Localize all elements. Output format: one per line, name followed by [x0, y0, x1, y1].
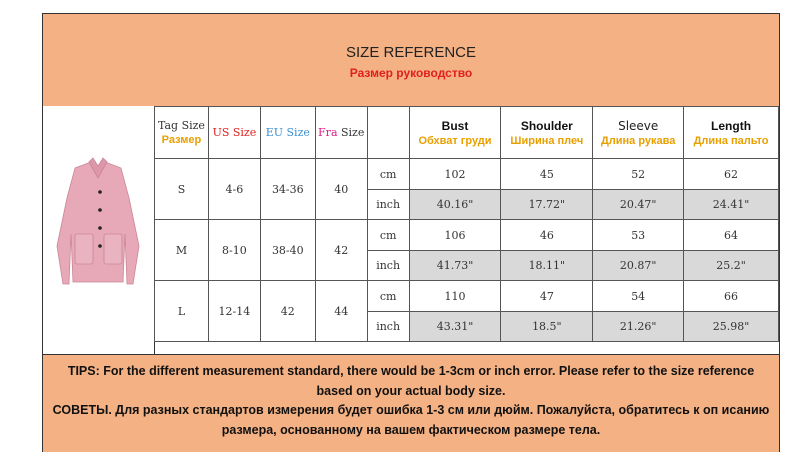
tag-size-label: Tag Size: [158, 118, 205, 132]
bust-cell: 106: [409, 220, 501, 251]
col-us-size: [208, 107, 260, 159]
sleeve-cell: 21.26": [593, 312, 684, 342]
unit-cell: inch: [367, 312, 409, 342]
us-size-cell: 12-14: [208, 281, 260, 342]
chart-header: [43, 14, 779, 107]
tag-size-cell: M: [155, 220, 209, 281]
col-sleeve: [593, 107, 684, 159]
bust-label: Bust: [441, 118, 469, 133]
shoulder-cell: 45: [501, 159, 593, 190]
length-cell: 25.2": [684, 251, 779, 281]
bust-ru-label: Обхват груди: [418, 134, 492, 147]
shoulder-label: Shoulder: [520, 118, 573, 133]
size-table: [154, 106, 779, 342]
fra-size-cell: 44: [315, 281, 367, 342]
sleeve-cell: 52: [593, 159, 684, 190]
tips-russian: СОВЕТЫ. Для разных стандартов измерения будет ошибка 1-3 см или дюйм. Пожалуйста, обратитесь к оп исанию размера, основанному на вашем фактическом размере тела.: [52, 403, 770, 437]
sleeve-label: Sleeve: [618, 118, 659, 133]
shoulder-cell: 47: [501, 281, 593, 312]
bust-cell: 41.73": [409, 251, 501, 281]
sleeve-cell: 20.47": [593, 190, 684, 220]
length-cell: 24.41": [684, 190, 779, 220]
length-label: Length: [711, 118, 752, 133]
shoulder-cell: 17.72": [501, 190, 593, 220]
tips-english: TIPS: For the different measurement standard, there would be 1-3cm or inch error. Please refer to the size reference based on your actual body size.: [67, 364, 755, 398]
sleeve-ru-label: Длина рукава: [600, 134, 676, 147]
length-ru-label: Длина пальто: [693, 134, 769, 147]
col-length: [684, 107, 779, 159]
pink-fleece-coat-icon: [43, 106, 154, 354]
eu-size-label: EU Size: [265, 125, 310, 139]
shoulder-cell: 18.11": [501, 251, 593, 281]
eu-size-cell: 34-36: [260, 159, 315, 220]
eu-size-cell: 42: [260, 281, 315, 342]
tag-size-cell: L: [155, 281, 209, 342]
us-size-label: US Size: [212, 125, 257, 139]
col-eu-size: [260, 107, 315, 159]
table-row: [155, 220, 779, 251]
unit-cell: cm: [367, 220, 409, 251]
unit-cell: inch: [367, 190, 409, 220]
col-shoulder: [501, 107, 593, 159]
length-cell: 64: [684, 220, 779, 251]
col-fra-size: [315, 107, 367, 159]
us-size-cell: 4-6: [208, 159, 260, 220]
fra-size-label: [318, 126, 364, 139]
fra-size-cell: 42: [315, 220, 367, 281]
col-unit: [367, 107, 409, 159]
product-image: [43, 106, 155, 354]
fra-suffix: Size: [337, 125, 365, 139]
unit-cell: cm: [367, 281, 409, 312]
shoulder-cell: 46: [501, 220, 593, 251]
table-row: [155, 159, 779, 190]
table-row: [155, 281, 779, 312]
tips-panel: [43, 354, 779, 452]
chart-title: SIZE REFERENCE: [345, 44, 477, 61]
col-bust: [409, 107, 501, 159]
eu-size-cell: 38-40: [260, 220, 315, 281]
unit-cell: inch: [367, 251, 409, 281]
bust-cell: 110: [409, 281, 501, 312]
length-cell: 25.98": [684, 312, 779, 342]
bust-cell: 43.31": [409, 312, 501, 342]
fra-size-cell: 40: [315, 159, 367, 220]
unit-cell: cm: [367, 159, 409, 190]
shoulder-ru-label: Ширина плеч: [510, 134, 584, 147]
length-cell: 66: [684, 281, 779, 312]
tag-size-ru-label: Размер: [161, 133, 202, 146]
bust-cell: 102: [409, 159, 501, 190]
size-chart-frame: [42, 13, 780, 452]
col-tag-size: [155, 107, 209, 159]
us-size-cell: 8-10: [208, 220, 260, 281]
chart-subtitle: Размер руководство: [349, 66, 473, 80]
bust-cell: 40.16": [409, 190, 501, 220]
sleeve-cell: 53: [593, 220, 684, 251]
sleeve-cell: 20.87": [593, 251, 684, 281]
tag-size-cell: S: [155, 159, 209, 220]
fra-prefix: Fra: [318, 125, 338, 139]
sleeve-cell: 54: [593, 281, 684, 312]
shoulder-cell: 18.5": [501, 312, 593, 342]
length-cell: 62: [684, 159, 779, 190]
table-header-row: [155, 107, 779, 159]
